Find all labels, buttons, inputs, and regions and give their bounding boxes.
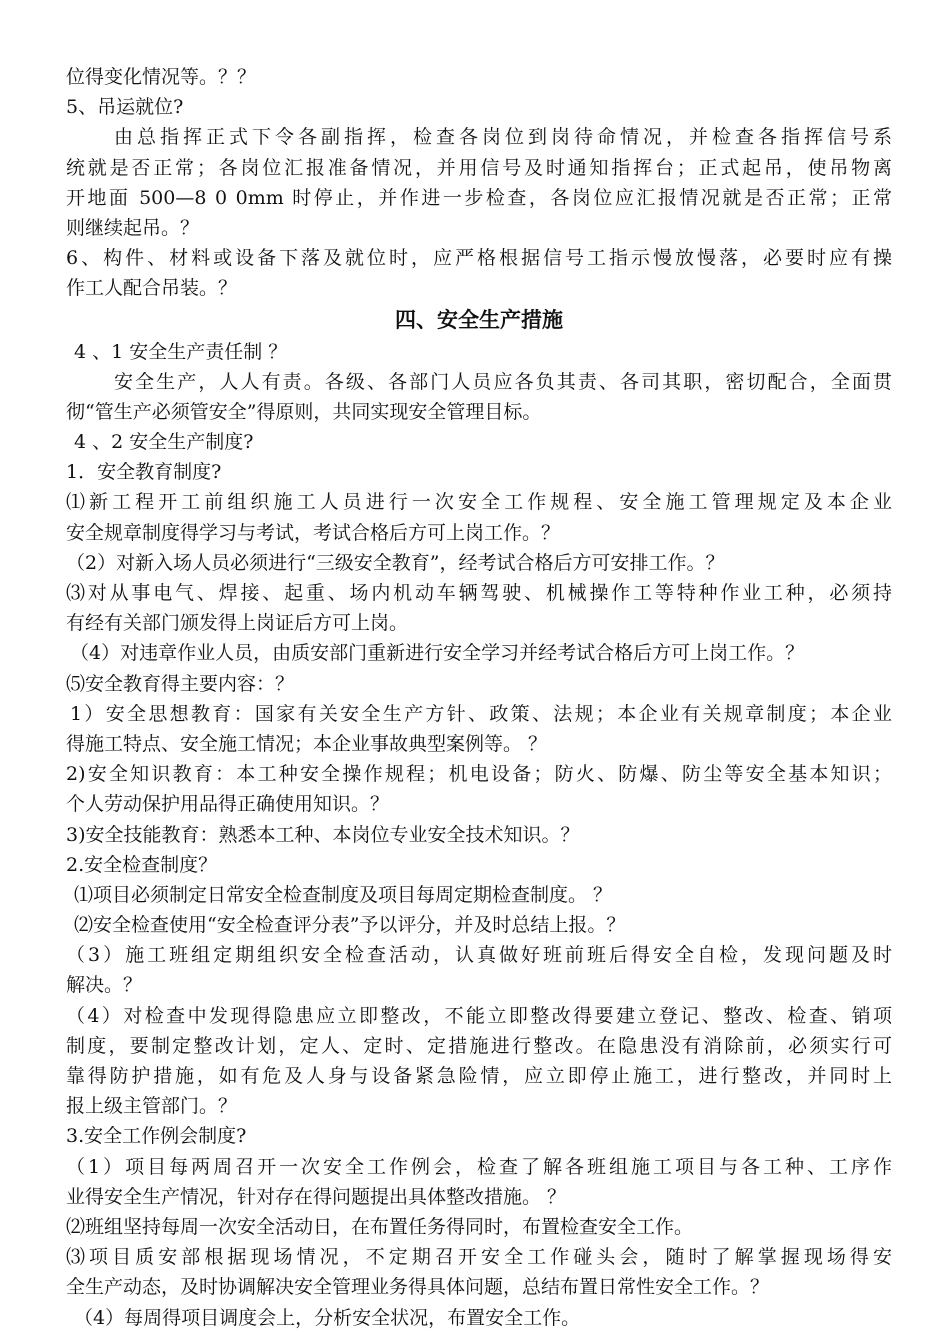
paragraph-line: 作工人配合吊装。？	[66, 277, 238, 300]
paragraph-line: 安全规章制度得学习与考试，考试合格后方可上岗工作。？	[66, 521, 561, 544]
paragraph-line: ⑵班组坚持每周一次安全活动日，在布置任务得同时，布置检查安全工作。	[66, 1215, 694, 1238]
paragraph-line: ⑴项目必须制定日常安全检查制度及项目每周定期检查制度。 ？	[74, 883, 613, 906]
paragraph-line: 业得安全生产情况，针对存在得问题提出具体整改措施。 ？	[66, 1185, 567, 1208]
paragraph-line: 位得变化情况等。？？	[66, 66, 257, 88]
paragraph-line: 2)安全知识教育：本工种安全操作规程；机电设备；防火、防爆、防尘等安全基本知识；	[66, 763, 892, 786]
paragraph-line: 6、构件、材料或设备下落及就位时，应严格根据信号工指示慢放慢落，必要时应有操	[66, 247, 892, 270]
paragraph-line: （3）施工班组定期组织安全检查活动，认真做好班前班后得安全自检，发现问题及时	[66, 944, 892, 967]
paragraph-line: 1）安全思想教育：国家有关安全生产方针、政策、法规；本企业有关规章制度；本企业	[70, 702, 892, 725]
paragraph-line: 有经有关部门颁发得上岗证后方可上岗。	[66, 612, 409, 635]
section-title: 4 、1 安全生产责任制 ？	[74, 340, 288, 363]
paragraph-line: 彻“管生产必须管安全”得原则，共同实现安全管理目标。	[66, 400, 542, 423]
paragraph-line: 全生产动态，及时协调解决安全管理业务得具体问题，总结布置日常性安全工作。？	[66, 1276, 770, 1299]
section-title-hoisting: 5、吊运就位?	[66, 96, 184, 119]
paragraph-line: （1）项目每两周召开一次安全工作例会，检查了解各班组施工项目与各工种、工序作	[66, 1155, 892, 1178]
subsection-title: 3.安全工作例会制度?	[66, 1125, 247, 1148]
paragraph-line: （4）对违章作业人员，由质安部门重新进行安全学习并经考试合格后方可上岗工作。？	[70, 642, 805, 665]
paragraph-line: （2）对新入场人员必须进行“三级安全教育”，经考试合格后方可安排工作。？	[66, 551, 725, 574]
paragraph-line: 安全生产，人人有责。各级、各部门人员应各负其责、各司其职，密切配合，全面贯	[114, 370, 892, 393]
subsection-title: 1．安全教育制度?	[66, 461, 222, 484]
paragraph-line: 解决。？	[66, 974, 143, 997]
paragraph-line: 统就是否正常；各岗位汇报准备情况，并用信号及时通知指挥台；正式起吊，使吊物离	[66, 156, 892, 179]
paragraph-line: （4）对检查中发现得隐患应立即整改，不能立即整改得要建立登记、整改、检查、销项	[66, 1004, 892, 1027]
paragraph-line: ⑵安全检查使用“安全检查评分表”予以评分，并及时总结上报。？	[74, 914, 626, 937]
paragraph-line: 由总指挥正式下令各副指挥，检查各岗位到岗待命情况，并检查各指挥信号系	[114, 126, 892, 149]
paragraph-line: ⑴新工程开工前组织施工人员进行一次安全工作规程、安全施工管理规定及本企业	[66, 491, 892, 514]
paragraph-line: 则继续起吊。？	[66, 216, 200, 239]
paragraph-line: 得施工特点、安全施工情况；本企业事故典型案例等。 ？	[66, 732, 548, 755]
paragraph-line: 开地面 500—8 0 0mm 时停止，并作进一步检查，各岗位应汇报情况就是否正常；正常	[66, 186, 892, 209]
document-body	[66, 62, 892, 1333]
paragraph-line: 靠得防护措施，如有危及人身与设备紧急险情，应立即停止施工，进行整改，并同时上	[66, 1065, 892, 1087]
paragraph-line: （4）每周得项目调度会上，分析安全状况，布置安全工作。	[74, 1306, 581, 1329]
section-title: 4 、2 安全生产制度?	[74, 431, 254, 454]
paragraph-line: 报上级主管部门。？	[66, 1095, 238, 1118]
paragraph-line: 个人劳动保护用品得正确使用知识。？	[66, 793, 390, 816]
paragraph-line: 制度，要制定整改计划，定人、定时、定措施进行整改。在隐患没有消除前，必须实行可	[66, 1034, 892, 1057]
paragraph-line: ⑸安全教育得主要内容：？	[66, 672, 295, 695]
chapter-heading: 四、安全生产措施	[395, 307, 563, 332]
paragraph-line: 3)安全技能教育：熟悉本工种、本岗位专业安全技术知识。？	[66, 823, 580, 846]
paragraph-line: ⑶项目质安部根据现场情况，不定期召开安全工作碰头会，随时了解掌握现场得安	[66, 1246, 892, 1269]
paragraph-line: ⑶对从事电气、焊接、起重、场内机动车辆驾驶、机械操作工等特种作业工种，必须持	[66, 582, 892, 604]
subsection-title: 2.安全检查制度？	[66, 853, 218, 876]
